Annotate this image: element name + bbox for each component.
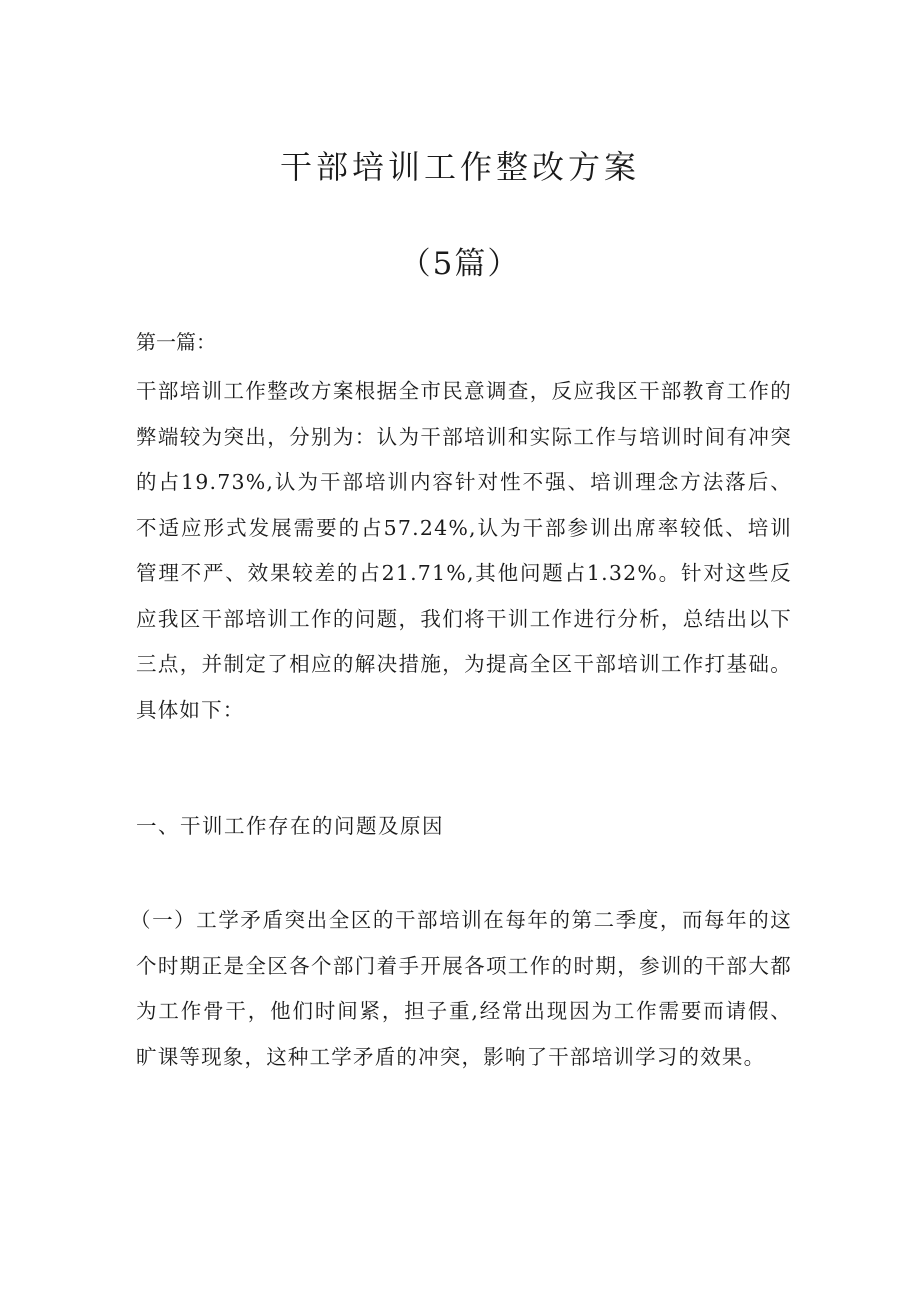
document-subtitle: （5篇） [399,246,521,282]
body-paragraph: （一）工学矛盾突出全区的干部培训在每年的第二季度，而每年的这个时期正是全区各个部门着手开展各项工作的时期，参训的干部大都为工作骨干，他们时间紧，担子重,经常出现因为工作需要而请假、旷课等现象，这种工学矛盾的冲突，影响了干部培训学习的效果。 [130,908,792,1069]
section-label: 第一篇： [136,330,216,354]
section-heading: 一、干训工作存在的问题及原因 [136,814,444,838]
intro-paragraph: 干部培训工作整改方案根据全市民意调查，反应我区干部教育工作的弊端较为突出，分别为：认为干部培训和实际工作与培训时间有冲突的占19.73%,认为干部培训内容针对性不强、培训理念方法落后、不适应形式发展需要的占57.24%,认为干部参训出席率较低、培训管理不严、效果较差的占21.71%,其他问题占1.32%。针对这些反应我区干部培训工作的问题，我们将干训工作进行分析，总结出以下三点，并制定了相应的解决措施，为提高全区干部培训工作打基础。具体如下： [136,379,792,722]
document-title: 干部培训工作整改方案 [279,148,640,186]
